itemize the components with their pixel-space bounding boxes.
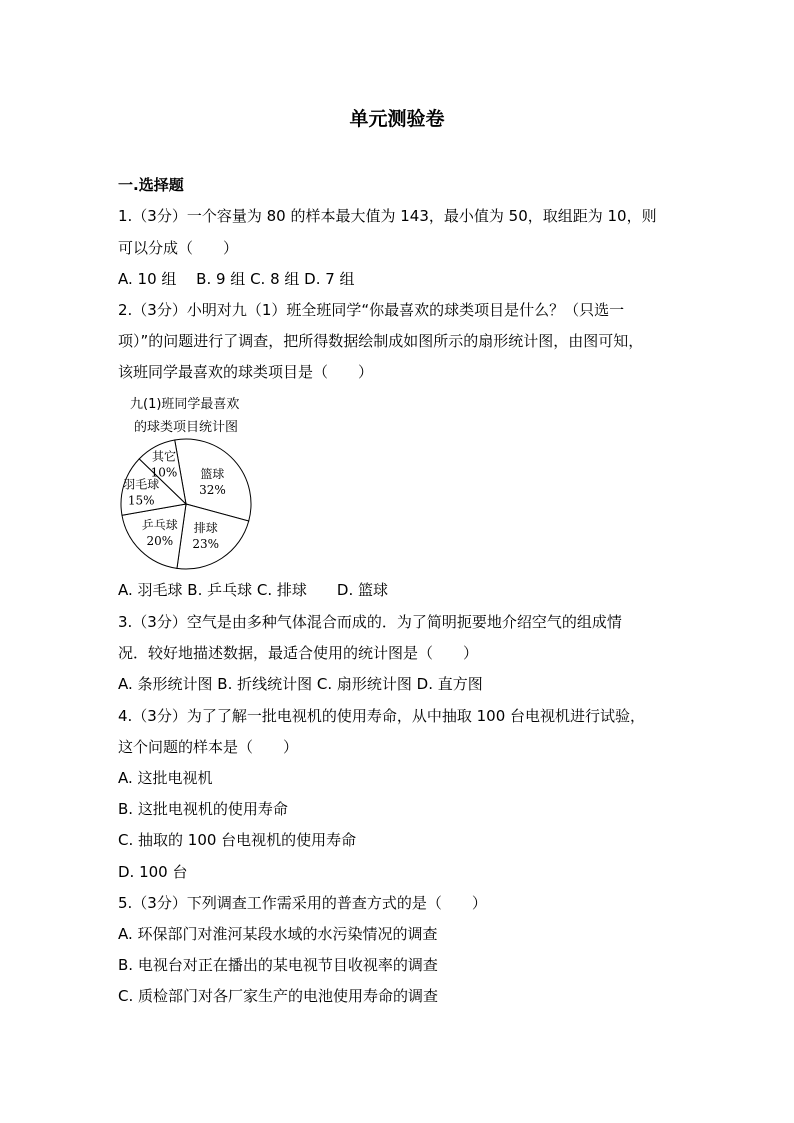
pie-slice-label: 排球 xyxy=(193,520,218,535)
q3-stem-line-2: 况．较好地描述数据，最适合使用的统计图是（ ） xyxy=(118,644,479,662)
pie-slice-label: 篮球 xyxy=(200,466,225,481)
q2-stem-line-1: 2.（3分）小明对九（1）班全班同学“你最喜欢的球类项目是什么？（只选一 xyxy=(118,301,625,319)
pie-slice-label: 羽毛球 xyxy=(123,477,160,492)
q2-options: A. 羽毛球 B. 乒乓球 C. 排球 D. 篮球 xyxy=(118,581,388,599)
q5-option-b: B. 电视台对正在播出的某电视节目收视率的调查 xyxy=(118,956,438,974)
q4-stem-line-2: 这个问题的样本是（ ） xyxy=(118,738,299,756)
chart-title-line-1: 九(1)班同学最喜欢 xyxy=(130,397,240,412)
pie-slice-label: 乒乓球 xyxy=(141,518,178,533)
q2-stem-line-2: 项）”的问题进行了调查，把所得数据绘制成如图所示的扇形统计图，由图可知， xyxy=(118,332,644,350)
pie-slice-value: 32% xyxy=(199,482,226,497)
q2-stem-line-3: 该班同学最喜欢的球类项目是（ ） xyxy=(118,363,374,381)
document-title: 单元测验卷 xyxy=(349,108,445,130)
q4-option-a: A. 这批电视机 xyxy=(118,769,213,787)
q3-options: A. 条形统计图 B. 折线统计图 C. 扇形统计图 D. 直方图 xyxy=(118,675,483,693)
q1-options: A. 10 组 B. 9 组 C. 8 组 D. 7 组 xyxy=(118,270,355,288)
section-heading: 一.选择题 xyxy=(118,176,184,194)
pie-slice-value: 15% xyxy=(127,493,155,508)
q1-stem-line-1: 1.（3分）一个容量为 80 的样本最大值为 143，最小值为 50，取组距为 10，则 xyxy=(118,207,657,225)
pie-slice-label: 其它 xyxy=(151,449,177,464)
q5-option-a: A. 环保部门对淮河某段水域的水污染情况的调查 xyxy=(118,925,438,943)
chart-title-line-2: 的球类项目统计图 xyxy=(134,420,239,435)
q5-option-c: C. 质检部门对各厂家生产的电池使用寿命的调查 xyxy=(118,987,439,1005)
q4-option-c: C. 抽取的 100 台电视机的使用寿命 xyxy=(118,831,357,849)
pie-slice-value: 20% xyxy=(146,534,174,549)
pie-slice-value: 23% xyxy=(192,536,220,551)
q3-stem-line-1: 3.（3分）空气是由多种气体混合而成的．为了简明扼要地介绍空气的组成情 xyxy=(118,613,622,631)
pie-chart xyxy=(116,434,256,574)
q4-option-d: D. 100 台 xyxy=(118,863,188,881)
q4-stem-line-1: 4.（3分）为了了解一批电视机的使用寿命，从中抽取 100 台电视机进行试验， xyxy=(118,707,646,725)
q4-option-b: B. 这批电视机的使用寿命 xyxy=(118,800,288,818)
q1-stem-line-2: 可以分成（ ） xyxy=(118,239,239,257)
pie-slice-value: 10% xyxy=(150,465,178,480)
q5-stem-line-1: 5.（3分）下列调查工作需采用的普查方式的是（ ） xyxy=(118,894,487,912)
